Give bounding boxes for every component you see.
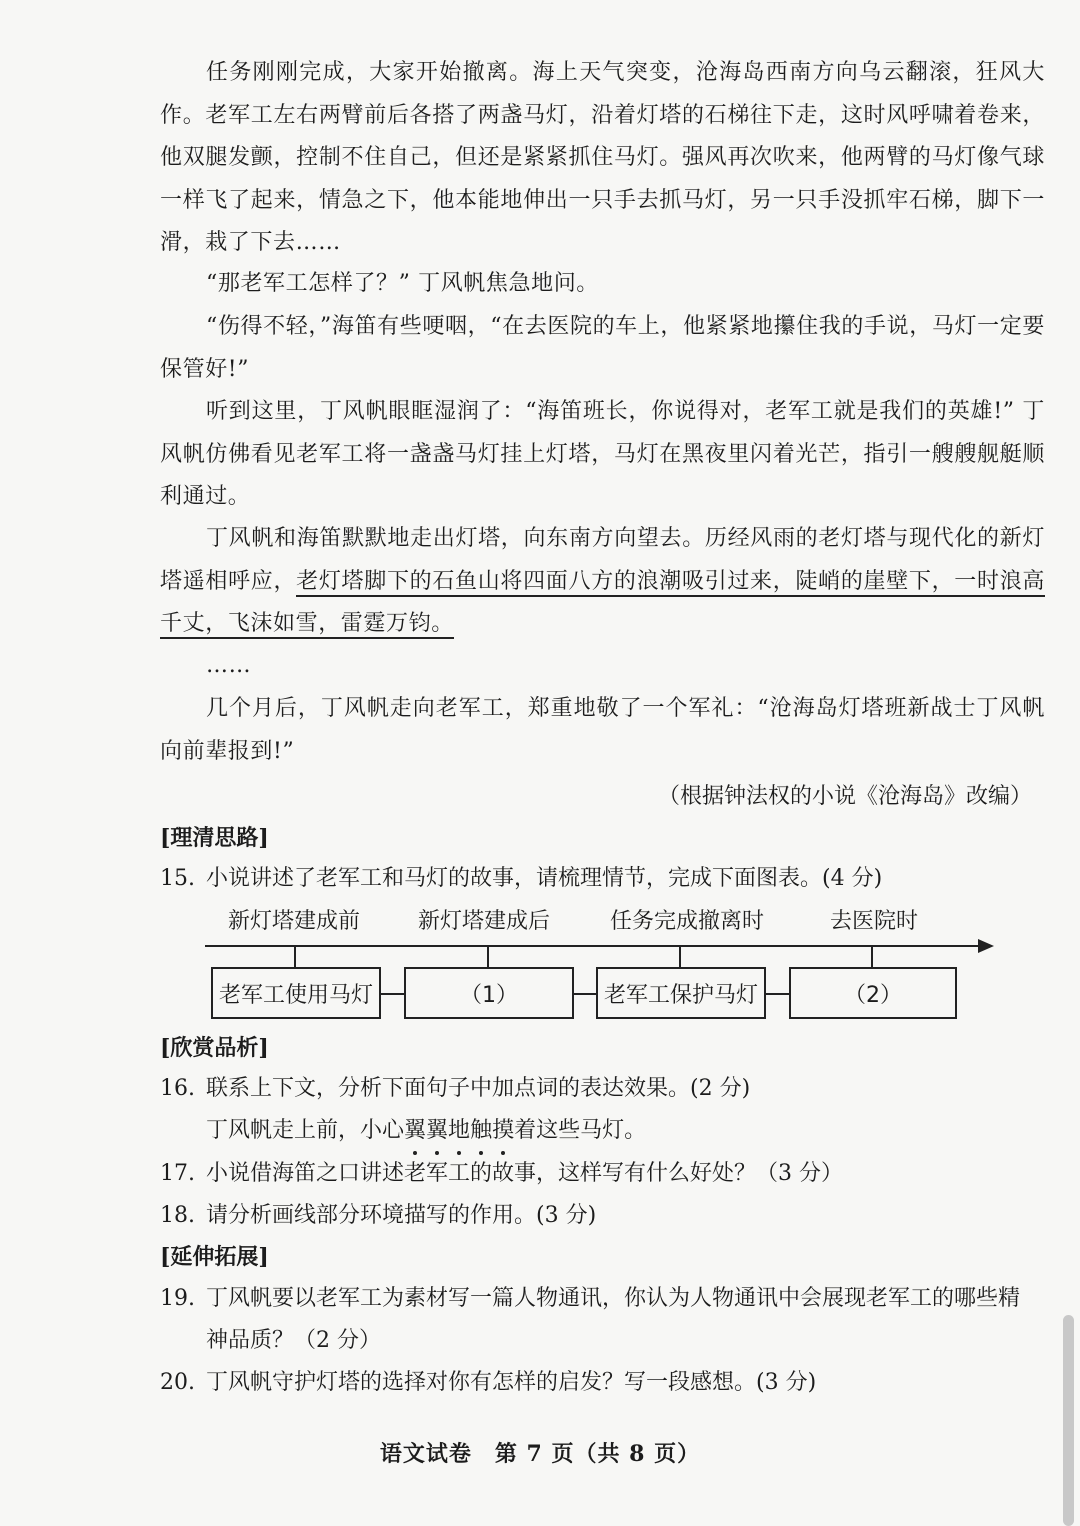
timeline-connector <box>764 993 790 995</box>
timeline-label-2: 新灯塔建成后 <box>418 909 551 934</box>
timeline-label-4: 去医院时 <box>830 909 919 934</box>
timeline-label-1: 新灯塔建成前 <box>228 909 361 934</box>
section-heading-1: [理清思路] <box>160 825 269 851</box>
timeline-box-2-blank: （1） <box>404 967 574 1019</box>
timeline-tick <box>679 946 681 968</box>
question-text: 丁风帆要以老军工为素材写一篇人物通讯，你认为人物通讯中会展现老军工的哪些精 <box>206 1286 1021 1311</box>
dotted-word <box>492 1111 514 1151</box>
page-footer: 语文试卷 第 7 页（共 8 页） <box>379 1441 701 1467</box>
dotted-char: 摸 <box>492 1118 515 1143</box>
dotted-char: 地 <box>448 1118 471 1143</box>
question-17 <box>160 1153 1050 1195</box>
question-18 <box>160 1195 1050 1237</box>
timeline-box-1: 老军工使用马灯 <box>211 967 381 1019</box>
question-number: 19. <box>160 1286 195 1311</box>
timeline-connector <box>572 993 598 995</box>
sentence-before: 丁风帆走上前，小心 <box>206 1118 405 1143</box>
question-text: 请分析画线部分环境描写的作用。(3 分) <box>206 1203 597 1228</box>
passage-paragraph-4: 听到这里，丁风帆眼眶湿润了：“海笛班长，你说得对，老军工就是我们的英雄!” 丁风帆仿佛看见老军工将一盏盏马灯挂上灯塔，马灯在黑夜里闪着光芒，指引一艘艘舰艇顺利通过。 <box>160 399 1045 509</box>
passage-paragraph-6: 几个月后，丁风帆走向老军工，郑重地敬了一个军礼：“沧海岛灯塔班新战士丁风帆向前辈报到!” <box>160 696 1045 764</box>
timeline-label-3: 任务完成撤离时 <box>610 909 765 934</box>
question-19 <box>160 1278 1050 1362</box>
question-15 <box>160 858 1050 900</box>
scrollbar-thumb[interactable] <box>1063 1315 1074 1526</box>
passage-paragraph-5 <box>160 518 1045 646</box>
sentence-after: 着这些马灯。 <box>514 1118 647 1143</box>
dotted-char: 翼 <box>404 1118 427 1143</box>
question-text: 联系上下文，分析下面句子中加点词的表达效果。(2 分) <box>206 1076 751 1101</box>
passage-paragraph-1: 任务刚刚完成，大家开始撤离。海上天气突变，沧海岛西南方向乌云翻滚，狂风大作。老军工左右两臂前后各搭了两盏马灯，沿着灯塔的石梯往下走，这时风呼啸着卷来，他双腿发颤，控制不住自己，但还是紧紧抓住马灯。强风再次吹来，他两臂的马灯像气球一样飞了起来，情急之下，他本能地伸出一只手去抓马灯，另一只手没抓牢石梯，脚下一滑，栽了下去…… <box>160 60 1045 255</box>
question-20 <box>160 1362 1050 1404</box>
question-16-sentence <box>206 1111 646 1151</box>
question-16 <box>160 1068 1050 1110</box>
question-number: 18. <box>160 1203 195 1228</box>
section-heading-2: [欣赏品析] <box>160 1035 269 1061</box>
passage-paragraph-3: “伤得不轻，”海笛有些哽咽，“在去医院的车上，他紧紧地攥住我的手说，马灯一定要保管好!” <box>160 314 1045 382</box>
question-number: 17. <box>160 1161 195 1186</box>
timeline-box-4-blank: （2） <box>789 967 957 1019</box>
underlined-environment-description: 老灯塔脚下的石鱼山将四面八方的浪潮吸引过来，陡峭的崖壁下，一时浪高千丈，飞沫如雪，雷霆万钧。 <box>160 569 1045 640</box>
timeline-connector <box>379 993 405 995</box>
passage-source: （根据钟法权的小说《沧海岛》改编） <box>657 784 1032 809</box>
question-number: 15. <box>160 866 195 891</box>
question-text: 小说讲述了老军工和马灯的故事，请梳理情节，完成下面图表。(4 分) <box>206 866 883 891</box>
question-number: 16. <box>160 1076 195 1101</box>
timeline-box-3: 老军工保护马灯 <box>596 967 766 1019</box>
question-text-continued: 神品质？（2 分） <box>206 1328 381 1353</box>
timeline-tick <box>294 946 296 968</box>
passage-ellipsis: …… <box>206 653 252 678</box>
dotted-word <box>404 1111 426 1151</box>
timeline-arrow-head <box>978 939 994 953</box>
question-number: 20. <box>160 1370 195 1395</box>
question-text: 丁风帆守护灯塔的选择对你有怎样的启发？写一段感想。(3 分) <box>206 1370 817 1395</box>
timeline-axis <box>205 945 980 947</box>
passage-paragraph-5-start: 丁风帆和海笛默默地走出灯塔，向东南方向望去。历经风雨的老灯塔与现代化的新灯塔遥相呼应， <box>160 526 1045 594</box>
question-text: 小说借海笛之口讲述老军工的故事，这样写有什么好处？（3 分） <box>206 1161 843 1186</box>
timeline-tick <box>487 946 489 968</box>
dotted-char: 触 <box>470 1118 493 1143</box>
dotted-word <box>470 1111 492 1151</box>
dotted-word <box>426 1111 448 1151</box>
timeline-tick <box>871 946 873 968</box>
section-heading-3: [延伸拓展] <box>160 1244 269 1270</box>
passage-paragraph-2: “那老军工怎样了？” 丁风帆焦急地问。 <box>206 271 599 296</box>
dotted-word <box>448 1111 470 1151</box>
dotted-char: 翼 <box>426 1118 449 1143</box>
